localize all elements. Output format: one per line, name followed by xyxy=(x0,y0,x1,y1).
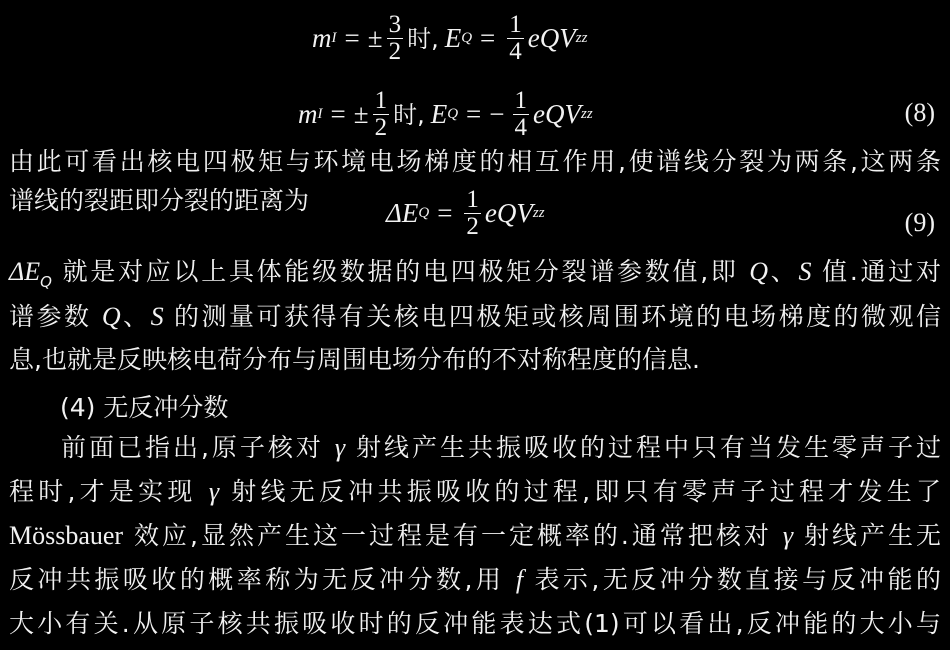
fraction-denominator: 2 xyxy=(388,38,402,66)
eq9-rest-sub: zz xyxy=(532,205,545,222)
para3-gamma3: γ xyxy=(782,521,794,550)
eq-fraction xyxy=(373,88,390,142)
para3-line4-text-a: 反冲共振吸收的概率称为无反冲分数,用 xyxy=(9,565,516,594)
eq9-denominator: 2 xyxy=(466,213,479,241)
fraction-denominator-2: 4 xyxy=(514,114,528,142)
eq-minus: − xyxy=(489,99,505,130)
para3-line3 xyxy=(9,521,941,551)
eq-var: m xyxy=(312,23,332,54)
para3-line1-text-b: 射线产生共振吸收的过程中只有当发生零声子过 xyxy=(345,433,941,462)
eq-var-sub: I xyxy=(331,30,337,47)
para3-f: f xyxy=(515,565,524,594)
para2-line2-Q: Q xyxy=(101,302,121,331)
para3-line4 xyxy=(9,565,941,595)
para2-line2-S: S xyxy=(150,302,164,331)
eq-rest: eQV xyxy=(527,23,576,54)
eq-plus-minus: ± xyxy=(353,99,369,130)
para3-line3-text-c: 射线产生无 xyxy=(793,521,941,550)
para2-sep: 、 xyxy=(768,257,799,286)
fraction-numerator: 3 xyxy=(388,11,402,38)
para3-line1-text-a: 前面已指出,原子核对 xyxy=(61,433,335,462)
para2-delta: ΔE xyxy=(9,257,41,286)
para3-line2-text-b: 射线无反冲共振吸收的过程,即只有零声子过程才发生了 xyxy=(219,477,941,506)
para3-line2 xyxy=(9,477,941,507)
fraction-numerator-2: 1 xyxy=(509,11,522,38)
eq9-equals: = xyxy=(437,198,453,229)
equation-number-9: (9) xyxy=(904,208,935,237)
eq-plus-minus: ± xyxy=(367,23,383,54)
eq-E-sub: Q xyxy=(447,106,459,123)
eq9-numerator: 1 xyxy=(466,186,479,213)
eq9-fraction xyxy=(464,187,481,241)
eq-var: m xyxy=(298,99,318,130)
equation-8 xyxy=(298,88,593,142)
fraction-numerator-2: 1 xyxy=(514,87,528,114)
eq-equals-2: = xyxy=(466,99,482,130)
eq-shi: 时 xyxy=(407,24,432,53)
eq-rest: eQV xyxy=(533,99,581,130)
eq-shi: 时 xyxy=(393,100,418,129)
para2-line2-sep: 、 xyxy=(120,302,151,331)
para3-gamma2: γ xyxy=(208,477,220,506)
para3-gamma1: γ xyxy=(334,433,346,462)
eq-equals: = xyxy=(344,23,360,54)
fraction-denominator-2: 4 xyxy=(509,38,522,66)
para3-line5: 大小有关.从原子核共振吸收时的反冲能表达式(1)可以看出,反冲能的大小与 xyxy=(9,609,941,638)
para2-line2-text-b: 的测量可获得有关核电四极矩或核周围环境的电场梯度的微观信 xyxy=(163,302,941,331)
eq-comma: , xyxy=(431,24,439,53)
para3-line2-text-a: 程时,才是实现 xyxy=(9,477,209,506)
eq-E: E xyxy=(430,99,448,130)
eq9-delta-sub: Q xyxy=(418,205,430,222)
eq-var-sub: I xyxy=(317,106,323,123)
para3-line4-text-b: 表示,无反冲分数直接与反冲能的 xyxy=(523,565,941,594)
eq-comma: , xyxy=(417,100,425,129)
para2-Q: Q xyxy=(749,257,769,286)
para2-delta-sub: Q xyxy=(40,273,52,291)
eq-rest-sub: zz xyxy=(581,106,593,123)
eq-fraction-2 xyxy=(513,88,530,142)
para1-line2: 谱线的裂距即分裂的距离为 xyxy=(9,186,310,215)
eq-E-sub: Q xyxy=(461,30,473,47)
para1-line1: 由此可看出核电四极矩与环境电场梯度的相互作用,使谱线分裂为两条,这两条 xyxy=(9,147,941,176)
section-heading: (4) 无反冲分数 xyxy=(60,393,229,422)
para3-mossbauer: Mössbauer xyxy=(9,521,124,550)
equation-mi-3-2 xyxy=(312,12,587,66)
fraction-denominator: 2 xyxy=(374,114,388,142)
para2-line3: 息,也就是反映核电荷分布与周围电场分布的不对称程度的信息. xyxy=(9,345,700,374)
eq9-rest: eQV xyxy=(484,198,533,229)
equation-9 xyxy=(386,187,545,241)
eq-equals: = xyxy=(330,99,346,130)
para3-line3-text-b: 效应,显然产生这一过程是有一定概率的.通常把核对 xyxy=(123,521,783,550)
equation-number-8: (8) xyxy=(904,98,935,127)
eq-rest-sub: zz xyxy=(575,30,588,47)
para2-S: S xyxy=(798,257,812,286)
para2-line2 xyxy=(9,302,941,332)
eq9-delta: ΔE xyxy=(386,198,419,229)
eq-equals-2: = xyxy=(480,23,496,54)
para2-line1-text-a: 就是对应以上具体能级数据的电四极矩分裂谱参数值,即 xyxy=(51,257,750,286)
eq-E: E xyxy=(444,23,462,54)
fraction-numerator: 1 xyxy=(374,87,388,114)
eq-fraction xyxy=(387,12,404,66)
para2-line2-text-a: 谱参数 xyxy=(9,302,102,331)
eq-fraction-2 xyxy=(507,12,524,66)
para2-line1-text-b: 值.通过对 xyxy=(811,257,941,286)
para3-line1 xyxy=(9,433,941,463)
para2-line1 xyxy=(9,257,941,297)
